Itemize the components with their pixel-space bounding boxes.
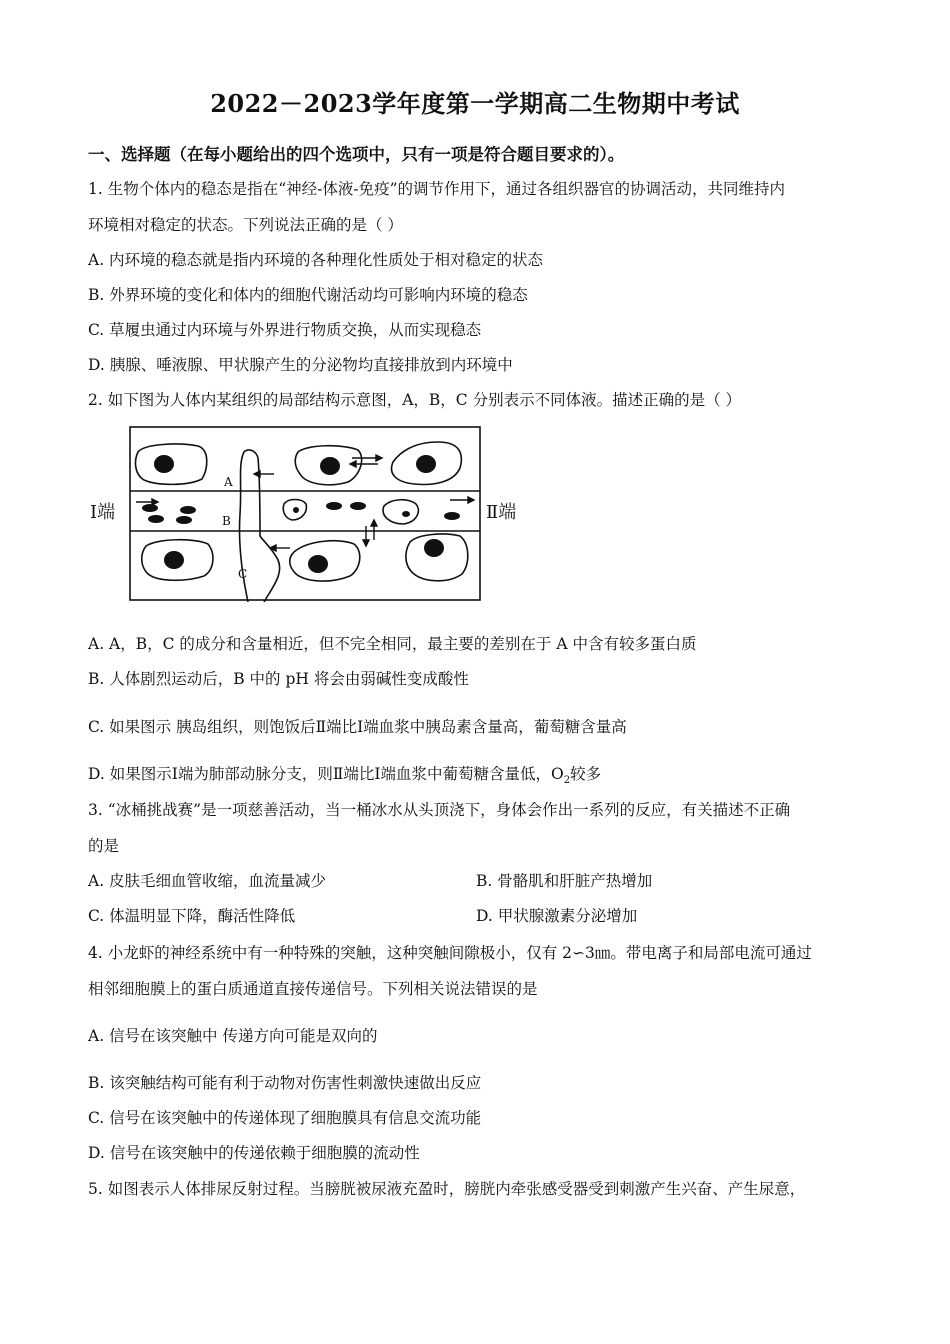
flow-arrow-right-icon xyxy=(468,497,474,503)
q3-option-b: B. 骨骼肌和肝脏产热增加 xyxy=(476,872,653,890)
q2-stem: 2. 如下图为人体内某组织的局部结构示意图，A，B，C 分别表示不同体液。描述正确的是（ ） xyxy=(88,391,742,409)
nucleus-lower-3 xyxy=(424,539,444,557)
blood-cell-6 xyxy=(350,502,366,510)
q2-option-d xyxy=(88,764,601,791)
flow-arrow-left-icon xyxy=(152,499,158,505)
q1-option-d: D. 胰腺、唾液腺、甲状腺产生的分泌物均直接排放到内环境中 xyxy=(88,356,513,374)
capillary-cell-nucleus-1 xyxy=(293,507,299,513)
q3-option-d: D. 甲状腺激素分泌增加 xyxy=(476,907,638,925)
blood-cell-4 xyxy=(176,516,192,524)
exchange-arrow-left-icon xyxy=(350,461,356,467)
exchange-arrow-up-icon xyxy=(371,520,377,526)
section-heading: 一、选择题（在每小题给出的四个选项中，只有一项是符合题目要求的）。 xyxy=(88,145,625,164)
tissue-structure-diagram xyxy=(88,424,528,604)
arrow-into-lymph-upper-icon xyxy=(254,471,260,477)
q2-option-d-subscript: 2 xyxy=(563,775,571,787)
q3-stem-line2: 的是 xyxy=(88,837,120,855)
blood-cell-5 xyxy=(326,502,342,510)
blood-cell-1 xyxy=(142,504,158,512)
exchange-arrow-down-icon xyxy=(363,540,369,546)
q1-option-c: C. 草履虫通过内环境与外界进行物质交换，从而实现稳态 xyxy=(88,321,482,339)
nucleus-upper-1 xyxy=(154,455,174,473)
q1-option-a: A. 内环境的稳态就是指内环境的各种理化性质处于相对稳定的状态 xyxy=(88,251,544,269)
q4-stem-line2: 相邻细胞膜上的蛋白质通道直接传递信号。下列相关说法错误的是 xyxy=(88,980,538,998)
blood-cell-2 xyxy=(148,515,164,523)
blood-cell-3 xyxy=(180,506,196,514)
fluid-label-b: B xyxy=(222,514,231,528)
left-end-label: Ⅰ端 xyxy=(90,502,116,523)
fluid-label-c: C xyxy=(238,567,248,581)
q1-option-b: B. 外界环境的变化和体内的细胞代谢活动均可影响内环境的稳态 xyxy=(88,286,528,304)
nucleus-lower-2 xyxy=(308,555,328,573)
q2-option-d-suffix: 较多 xyxy=(570,765,602,783)
q2-option-b: B. 人体剧烈运动后，B 中的 pH 将会由弱碱性变成酸性 xyxy=(88,670,469,688)
q1-stem-line2: 环境相对稳定的状态。下列说法正确的是（ ） xyxy=(88,216,403,234)
nucleus-upper-3 xyxy=(416,455,436,473)
nucleus-upper-2 xyxy=(320,457,340,475)
right-end-label: Ⅱ端 xyxy=(486,502,517,523)
capillary-cell-nucleus-2 xyxy=(402,511,410,517)
q4-stem-line1: 4. 小龙虾的神经系统中有一种特殊的突触，这种突触间隙极小，仅有 2∽3㎚。带电离子和局部电流可通过 xyxy=(88,944,812,962)
nucleus-lower-1 xyxy=(164,551,184,569)
exam-title: 2022－2023学年度第一学期高二生物期中考试 xyxy=(210,89,740,118)
q3-option-a: A. 皮肤毛细血管收缩，血流量减少 xyxy=(88,872,327,890)
q1-stem-line1: 1. 生物个体内的稳态是指在“神经-体液-免疫”的调节作用下，通过各组织器官的协调活动，共同维持内 xyxy=(88,180,786,198)
capillary-cell-2 xyxy=(383,500,418,524)
exchange-arrow-right-icon xyxy=(376,455,382,461)
blood-cell-7 xyxy=(444,512,460,520)
q2-option-c: C. 如果图示 胰岛组织，则饱饭后Ⅱ端比Ⅰ端血浆中胰岛素含量高，葡萄糖含量高 xyxy=(88,718,627,736)
q4-option-c: C. 信号在该突触中的传递体现了细胞膜具有信息交流功能 xyxy=(88,1109,482,1127)
q4-option-a: A. 信号在该突触中 传递方向可能是双向的 xyxy=(88,1027,378,1045)
q2-option-d-text: D. 如果图示Ⅰ端为肺部动脉分支，则Ⅱ端比Ⅰ端血浆中葡萄糖含量低，O xyxy=(88,765,564,783)
q2-option-a: A. A，B，C 的成分和含量相近，但不完全相同，最主要的差别在于 A 中含有较多蛋白质 xyxy=(88,635,697,653)
q5-stem-line1: 5. 如图表示人体排尿反射过程。当膀胱被尿液充盈时，膀胱内牵张感受器受到刺激产生兴奋、产生尿意， xyxy=(88,1180,806,1198)
q3-stem-line1: 3. “冰桶挑战赛”是一项慈善活动，当一桶冰水从头顶浇下，身体会作出一系列的反应，有关描述不正确 xyxy=(88,801,791,819)
q3-option-c: C. 体温明显下降，酶活性降低 xyxy=(88,907,296,925)
q4-option-d: D. 信号在该突触中的传递依赖于细胞膜的流动性 xyxy=(88,1144,420,1162)
fluid-label-a: A xyxy=(224,475,233,489)
q4-option-b: B. 该突触结构可能有利于动物对伤害性刺激快速做出反应 xyxy=(88,1074,482,1092)
